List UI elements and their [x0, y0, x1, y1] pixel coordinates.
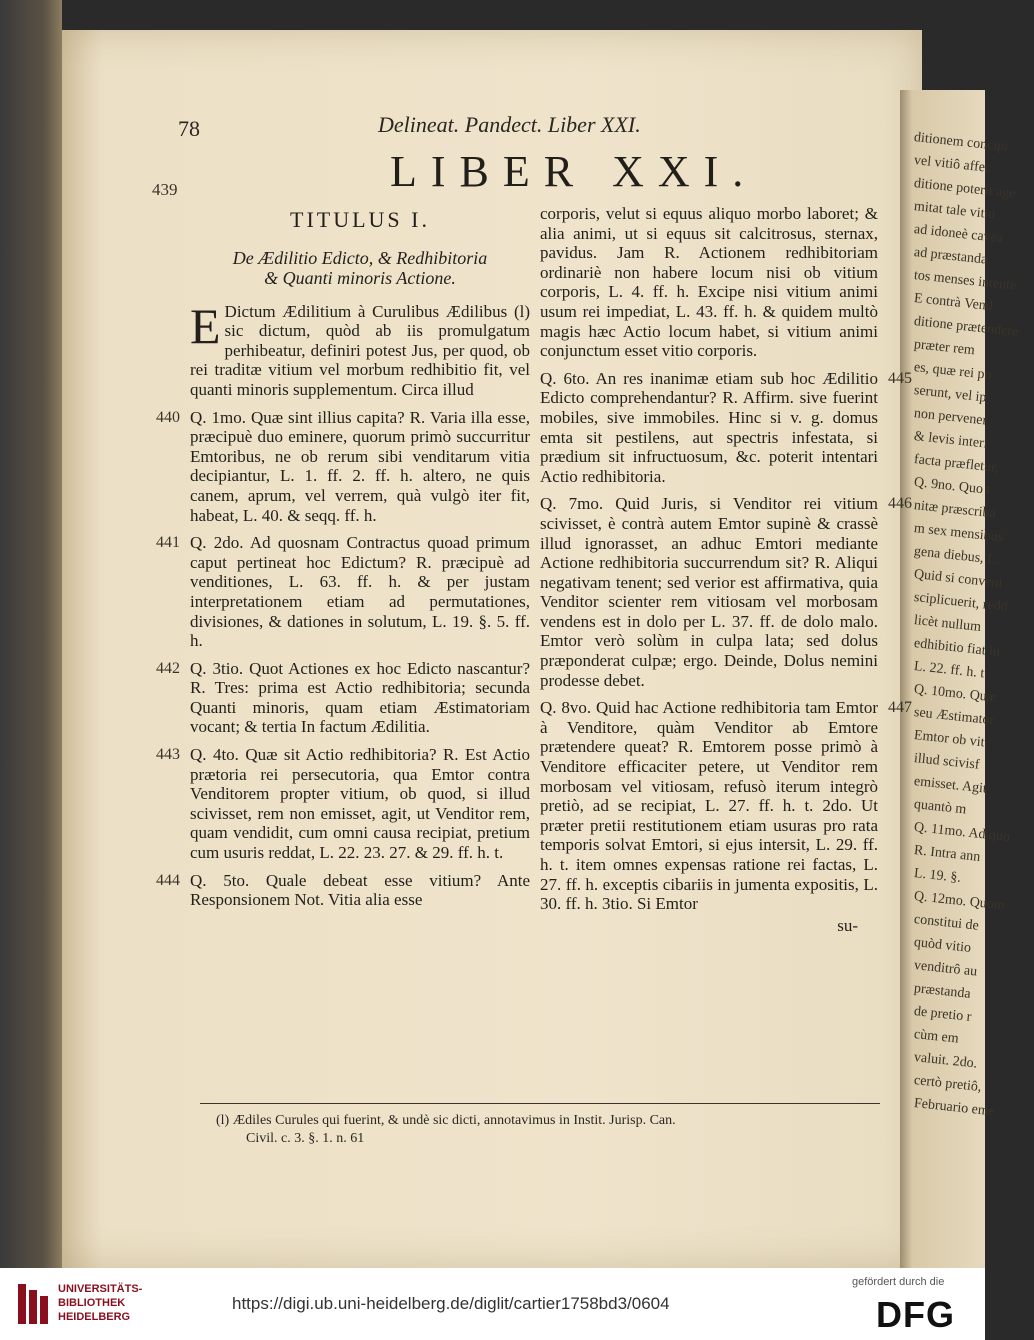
- ub-line: BIBLIOTHEK: [58, 1297, 126, 1309]
- next-page-fragment: Q. 11mo. Ad quo: [913, 820, 1011, 846]
- next-page-fragment: vel vitiô affec: [913, 153, 992, 177]
- book-title: LIBER XXI.: [390, 147, 758, 196]
- right-column: [540, 204, 912, 935]
- next-page-fragment: venditrô au: [913, 958, 978, 980]
- next-page-fragment: serunt, vel ip: [913, 383, 988, 406]
- intro-text: Dictum Ædilitium à Curulibus Ædilibus (l) sic dictum, quòd ab iis promulgatum perhibeatur, definiri potest Jus, per quod, ob rei traditæ vitium vel morbum redhibitio fit, vel quanti minoris supplementum. Circa illud: [190, 301, 530, 399]
- paragraph-text: Q. 7mo. Quid Juris, si Venditor rei vitium scivisset, è contrà autem Emtor supinè & crassè illud ignorasset, an adhuc Emtori mediante Actione redhibitoria succurrendum sit? R. Aliqui negativam tenent; sed verior est affirmativa, quia Venditor scienter rem vitiosam vel morbosam vendens est in dolo per L. 37. ff. de dolo malo. Emtor verò solùm in culpa lata; sed dolus præponderat culpæ; ergo. Deinde, Dolus nemini prodesse debet.: [540, 494, 878, 690]
- next-page-fragment: R. Intra ann: [913, 843, 981, 865]
- next-page-fragment: es, quæ rei po: [913, 360, 993, 384]
- permalink-url[interactable]: https://digi.ub.uni-heidelberg.de/diglit/cartier1758bd3/0604: [232, 1294, 670, 1313]
- running-header: [178, 112, 698, 142]
- next-page-fragment: certò pretiô,: [913, 1073, 983, 1096]
- next-page-fragment: mitat tale vitiu: [913, 199, 997, 223]
- catchword: su-: [837, 915, 858, 935]
- next-page-fragment: Q. 12mo. Quom: [913, 889, 1006, 914]
- next-page-fragment: & levis interi: [913, 429, 989, 452]
- next-page-fragment: non pervener: [913, 406, 988, 429]
- next-page-fragment: quòd vitio: [913, 935, 972, 956]
- paragraph: [540, 698, 912, 914]
- right-paragraphs: [540, 204, 912, 914]
- next-page-fragment: ditionem concipi: [913, 130, 1009, 155]
- next-page-fragment: Februario eme: [913, 1096, 996, 1120]
- next-page-fragment: emisset. Agit: [913, 774, 988, 797]
- next-page-fragment: cùm em: [913, 1027, 960, 1047]
- next-page-fragment: illud scivisf: [913, 751, 981, 773]
- drop-cap: E: [190, 297, 221, 354]
- paragraph: [156, 533, 530, 651]
- next-page-fragment: ditione prætendere: [913, 314, 1019, 340]
- next-page-fragment: seu Æstimator: [913, 705, 995, 729]
- rubric-line-2: & Quanti minoris Actione.: [264, 267, 456, 288]
- paragraph-text: Q. 8vo. Quid hac Actione redhibitoria tam Emtor à Venditore, quàm Venditor ab Emtore prætendere queat? R. Emtorem posse primò à Venditore efficaciter petere, ut Venditor rem morbosam vel vitiosam, refusò iterum integrò pretiò, ad se recipiat, L. 27. ff. h. t. 2do. Ut præter pretii restitutionem etiam usuras pro rata temporis solvat Emtori, si ejus intersit, L. 29. ff. h. t. item omnes expensas ratione rei factas, L. 27. ff. h. exceptis cibariis in jumenta expositis, L. 30. ff. h. 3tio. Si Emtor: [540, 698, 878, 914]
- paragraph-text: Q. 2do. Ad quosnam Contractus quoad primum caput pertineat hoc Edictum? R. præcipuè ad venditiones, L. 63. ff. h. & per justam interpretationem etiam ad permutationes, divisiones, & dationes in solutum, L. 19. §. 5. ff. h.: [190, 533, 530, 651]
- paragraph: [540, 368, 912, 487]
- paragraph-text: Q. 6to. An res inanimæ etiam sub hoc Ædilitio Edicto comprehendantur? R. Affirm. sive fuerint mobiles, sive immobiles. Hinc si v. g. domus emta sit pestilens, aut spectris infestata, si prædium sit infructuosum, &c. poterit intentari Actio redhibitoria.: [540, 368, 878, 486]
- next-page-fragment: Q. 10mo. Quæ: [913, 682, 997, 706]
- next-page-fragment: facta præfletur,: [913, 452, 1000, 476]
- left-column: [156, 204, 530, 918]
- next-page-fragment: L. 22. ff. h. t.: [913, 659, 989, 682]
- next-page-fragment: gena diebus, L.: [913, 544, 1000, 568]
- next-page-fragment: nitæ præscriba: [913, 498, 997, 522]
- paragraph-text: Q. 4to. Quæ sit Actio redhibitoria? R. Est Actio prætoria rei persecutoria, qua Emtor contra Venditorem propter vitium, ob quod, si illud scivisset, rem non emisset, agit, ut Venditor rem, quam vendidit, cum omni causa recipiat, pretium cum usuris reddat, L. 22. 23. 27. & 29. ff. h. t.: [190, 745, 530, 863]
- margin-number: 446: [888, 495, 912, 513]
- paragraph: [156, 407, 530, 526]
- next-page-fragment: valuit. 2do.: [913, 1050, 978, 1072]
- margin-number: 447: [888, 699, 912, 717]
- next-page-fragment: licèt nullum: [913, 613, 982, 635]
- intro-paragraph: [190, 297, 530, 400]
- rubric-line-1: De Ædilitio Edicto, & Redhibitoria: [232, 247, 488, 268]
- margin-number: 443: [156, 746, 180, 764]
- running-title: Delineat. Pandect. Liber XXI.: [378, 112, 641, 137]
- ub-line: UNIVERSITÄTS-: [58, 1283, 143, 1295]
- margin-number: 444: [156, 871, 180, 889]
- margin-number: 442: [156, 659, 180, 677]
- margin-number: 441: [156, 534, 180, 552]
- footnote: [216, 1112, 866, 1148]
- book-gutter-shadow: [0, 0, 62, 1268]
- footer-bar: [0, 1268, 985, 1340]
- university-library-name[interactable]: [58, 1282, 142, 1324]
- next-page-fragment: de pretio r: [913, 1004, 973, 1025]
- margin-number: 439: [152, 180, 178, 199]
- next-page-fragment: L. 19. §.: [913, 866, 962, 886]
- paragraph: [540, 494, 912, 690]
- next-page-fragment: E contrà Vend: [913, 291, 994, 315]
- next-page-fragment: ad idoneè cavea: [913, 222, 1004, 247]
- paragraph: [156, 745, 530, 863]
- paragraph: corporis, velut si equus aliquo morbo laboret; & alia animi, ut si equus sit calcitrosus, sternax, pavidus. Jam R. Actionem redhibitoriam ordinariè non habere locum nisi ob vitium corporis, L. 4. ff. h. Excipe nisi vitium animi usum rei impediat, L. 43. ff. h. & quidem multò magis hæc Actio locum habet, si vitium animi conjunctum esset vitio corporis.: [540, 204, 878, 361]
- next-page-fragment: constitui de: [913, 912, 980, 934]
- paragraph: [156, 870, 530, 910]
- rubric: [190, 248, 530, 288]
- next-page-fragment: tos menses intente: [913, 268, 1017, 294]
- paragraph-text: Q. 1mo. Quæ sint illius capita? R. Varia illa esse, præcipuè duo eminere, quorum primò succurritur Emtoribus, ne ob rerum sibi venditarum vitia decipiantur, L. 1. ff. 2. ff. h. altero, ne quis canem, aprum, vel verrem, quà vulgò iter fit, habeat, L. 40. & seqq. ff. h.: [190, 407, 530, 525]
- next-page-sliver: [900, 90, 1019, 1268]
- next-page-fragment: Quid si conveni: [913, 567, 1004, 592]
- dfg-caption: gefördert durch die: [852, 1276, 945, 1288]
- left-paragraphs: [156, 407, 530, 910]
- next-page-fragment: præstanda: [913, 981, 972, 1002]
- ub-line: HEIDELBERG: [58, 1311, 131, 1323]
- next-page-fragment: Q. 9no. Quo t: [913, 475, 992, 498]
- next-page-fragment: edhibitio fiat in: [913, 636, 1001, 660]
- margin-number: 445: [888, 369, 912, 387]
- paragraph: [156, 658, 530, 737]
- margin-number: 440: [156, 408, 180, 426]
- dfg-logo[interactable]: DFG: [876, 1294, 955, 1335]
- next-page-fragment: ditione poterit age: [913, 176, 1017, 202]
- next-page-fragment: m sex mensibus: [913, 521, 1004, 546]
- footnote-line-2: Civil. c. 3. §. 1. n. 61: [246, 1131, 365, 1146]
- next-page-fragment: ad præstanda: [913, 245, 988, 268]
- next-page-fragment: sciplicuerit, redd: [913, 590, 1009, 615]
- next-page-fragment: Emtor ob vit: [913, 728, 986, 751]
- footnote-rule: [200, 1103, 880, 1104]
- paragraph-text: Q. 3tio. Quot Actiones ex hoc Edicto nascantur? R. Tres: prima est Actio redhibitoria; secunda Quanti minoris, quam etiam Æstimatoriam vocant; & tertia In factum Ædilitia.: [190, 658, 530, 737]
- next-page-fragment: præter rem: [913, 337, 976, 359]
- footnote-line-1: (l) Ædiles Curules qui fuerint, & undè sic dicti, annotavimus in Instit. Jurisp. Can.: [216, 1113, 676, 1128]
- page-number: 78: [178, 116, 200, 141]
- university-library-logo-icon[interactable]: [16, 1282, 50, 1326]
- paragraph-text: Q. 5to. Quale debeat esse vitium? Ante Responsionem Not. Vitia alia esse: [190, 870, 530, 910]
- next-page-fragment: quantò m: [913, 797, 968, 818]
- titulus-heading: TITULUS I.: [290, 207, 430, 232]
